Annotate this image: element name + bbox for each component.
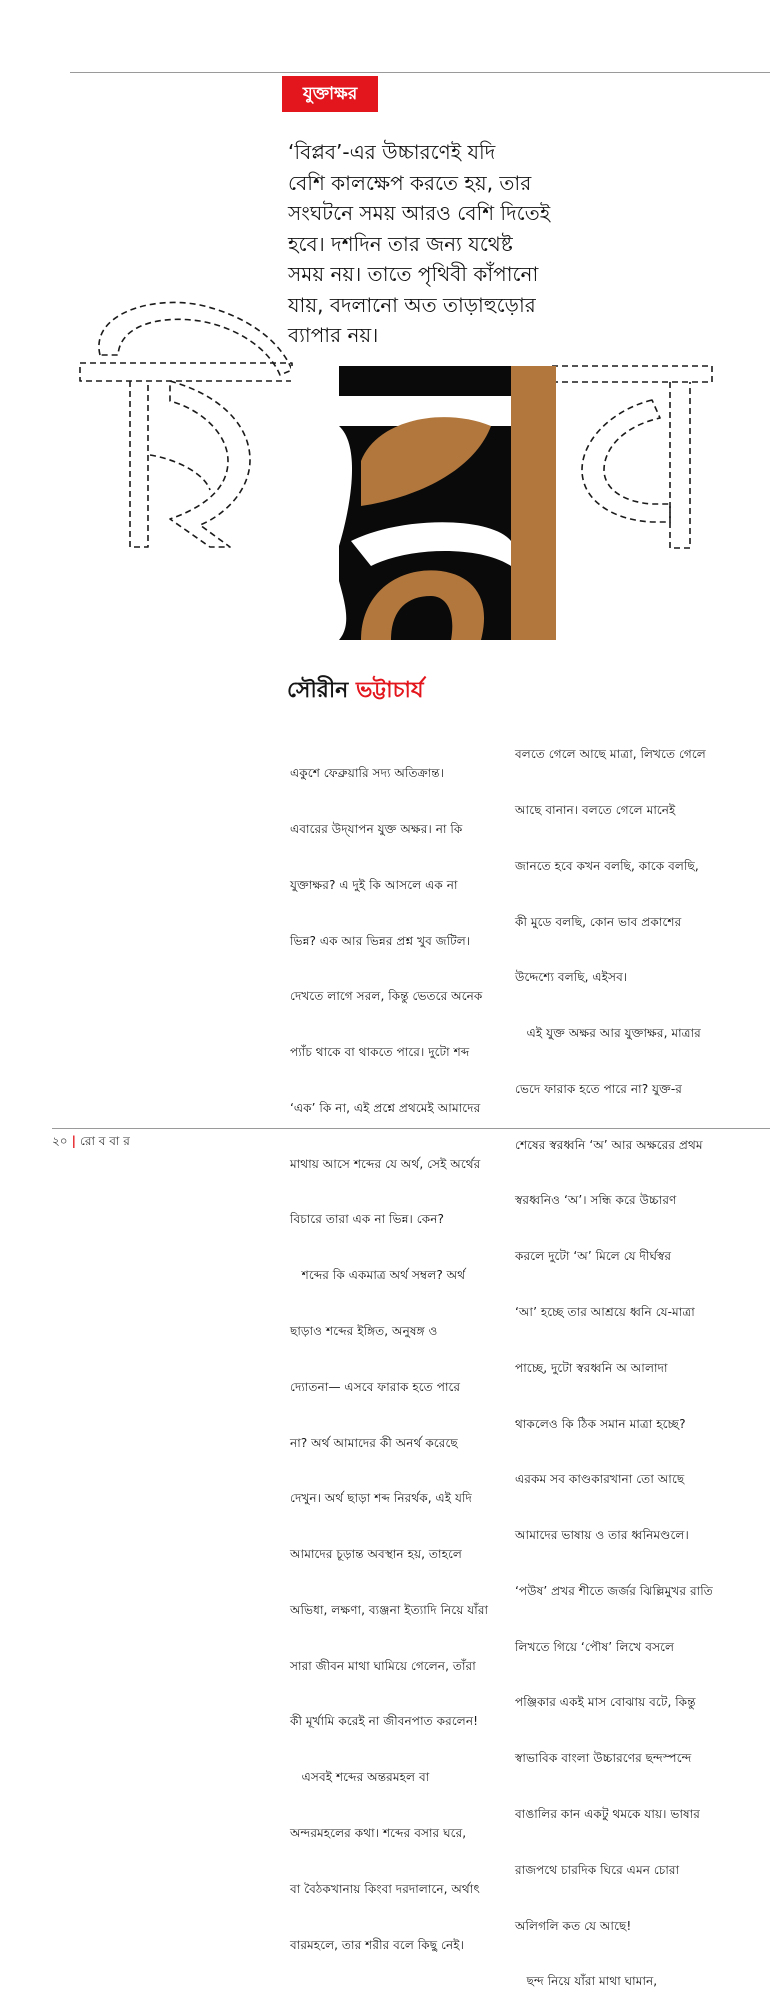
body-line: পঞ্জিকার একই মাস বোঝায় বটে, কিন্তু xyxy=(515,1695,696,1710)
body-line: ছন্দ নিয়ে যাঁরা মাথা ঘামান, xyxy=(515,1974,658,1989)
artwork-white-strip xyxy=(291,366,339,640)
body-column-left xyxy=(290,727,500,1973)
body-line: আছে বানান। বলতে গেলে মানেই xyxy=(515,802,676,817)
body-line: শেষের স্বরধ্বনি ‘অ’ আর অক্ষরের প্রথম xyxy=(515,1137,703,1152)
body-line: প্যাঁচ থাকে বা থাকতে পারে। দুটো শব্দ xyxy=(290,1045,470,1060)
body-line: এসবই শব্দের অন্তরমহল বা xyxy=(290,1770,430,1785)
magazine-name: রো ব বা র xyxy=(80,1134,130,1148)
body-line: এই যুক্ত অক্ষর আর যুক্তাক্ষর, মাত্রার xyxy=(515,1026,701,1041)
intro-line: ‘বিপ্লব’-এর উচ্চারণেই যদি xyxy=(288,140,496,164)
intro-line: সময় নয়। তাতে পৃথিবী কাঁপানো xyxy=(288,262,539,286)
body-line: বলতে গেলে আছে মাত্রা, লিখতে গেলে xyxy=(515,747,706,762)
body-line: ‘এক’ কি না, এই প্রশ্নে প্রথমেই আমাদের xyxy=(290,1100,481,1115)
author-first-name: সৌরীন xyxy=(287,678,349,703)
body-line: বাঙালির কান একটু থমকে যায়। ভাষার xyxy=(515,1807,700,1822)
body-line: সারা জীবন মাথা ঘামিয়ে গেলেন, তাঁরা xyxy=(290,1658,476,1673)
body-line: অন্দরমহলের কথা। শব্দের বসার ঘরে, xyxy=(290,1826,467,1841)
body-line: দেখতে লাগে সরল, কিন্তু ভেতরে অনেক xyxy=(290,989,483,1004)
body-line: দ্যোতনা— এসবে ফারাক হতে পারে xyxy=(290,1379,461,1394)
author-last-name: ভট্টাচার্য xyxy=(355,678,424,703)
body-line: একুশে ফেব্রুয়ারি সদ্য অতিক্রান্ত। xyxy=(290,766,445,781)
body-line: দেখুন। অর্থ ছাড়া শব্দ নিরর্থক, এই যদি xyxy=(290,1491,472,1506)
body-line: থাকলেও কি ঠিক সমান মাত্রা হচ্ছে? xyxy=(515,1416,686,1431)
intro-line: বেশি কালক্ষেপ করতে হয়, তার xyxy=(288,170,532,195)
body-line: কী মুডে বলছি, কোন ভাব প্রকাশের xyxy=(515,914,682,929)
body-line: বারমহলে, তার শরীর বলে কিছু নেই। xyxy=(290,1937,464,1952)
intro-line: ব্যাপার নয়। xyxy=(288,323,379,347)
body-line: করলে দুটো ‘অ’ মিলে যে দীর্ঘস্বর xyxy=(515,1249,672,1264)
folio-separator: | xyxy=(71,1134,76,1148)
body-line: আমাদের ভাষায় ও তার ধ্বনিমণ্ডলে। xyxy=(515,1528,689,1543)
body-line: স্বাভাবিক বাংলা উচ্চারণের ছন্দস্পন্দে xyxy=(515,1751,692,1766)
page-number: ২০ xyxy=(52,1134,68,1148)
body-line: অলিগলি কত যে আছে! xyxy=(515,1918,632,1933)
body-line: আমাদের চূড়ান্ত অবস্থান হয়, তাহলে xyxy=(290,1547,462,1562)
intro-line: যায়, বদলানো অত তাড়াহুড়োর xyxy=(288,292,536,317)
body-line: স্বরধ্বনিও ‘অ’। সন্ধি করে উচ্চারণ xyxy=(515,1193,677,1208)
body-line: ভিন্ন? এক আর ভিন্নর প্রশ্ন খুব জটিল। xyxy=(290,933,471,948)
section-tag: যুক্তাক্ষর xyxy=(282,76,378,112)
body-line: যুক্তাক্ষর? এ দুই কি আসলে এক না xyxy=(290,877,458,892)
header-rule xyxy=(70,72,770,73)
dashed-letter-bi-left xyxy=(60,285,300,550)
page-folio xyxy=(52,1133,130,1153)
footer-rule xyxy=(52,1128,770,1129)
body-line: বা বৈঠকখানায় কিংবা দরদালানে, অর্থাৎ xyxy=(290,1881,480,1896)
body-line: শব্দের কি একমাত্র অর্থ সম্বল? অর্থ xyxy=(290,1268,466,1283)
body-line: লিখতে গিয়ে ‘পৌষ’ লিখে বসলে xyxy=(515,1639,675,1654)
body-line: পাচ্ছে, দুটো স্বরধ্বনি অ আলাদা xyxy=(515,1360,668,1375)
body-line: এবারের উদ্‌যাপন যুক্ত অক্ষর। না কি xyxy=(290,821,463,836)
body-line: ‘আ’ হচ্ছে তার আশ্রয়ে ধ্বনি যে-মাত্রা xyxy=(515,1305,695,1319)
body-line: মাথায় আসে শব্দের যে অর্থ, সেই অর্থের xyxy=(290,1156,481,1171)
body-line: ‘পউষ’ প্রখর শীতে জর্জর ঝিল্লিমুখর রাতি xyxy=(515,1583,713,1598)
body-line: কী মূর্খামি করেই না জীবনপাত করলেন! xyxy=(290,1714,478,1729)
body-line: না? অর্থ আমাদের কী অনর্থ করেছে xyxy=(290,1435,458,1450)
body-line: বিচারে তারা এক না ভিন্ন। কেন? xyxy=(290,1212,444,1227)
body-line: ছাড়াও শব্দের ইঙ্গিত, অনুষঙ্গ ও xyxy=(290,1324,438,1338)
artwork-copper-column xyxy=(511,366,556,640)
intro-line: হবে। দশদিন তার জন্য যথেষ্ট xyxy=(288,231,513,256)
body-line: এরকম সব কাণ্ডকারখানা তো আছে xyxy=(515,1472,685,1487)
intro-standfirst xyxy=(288,137,708,351)
dashed-letter-ba-right xyxy=(552,360,720,550)
body-line: অভিধা, লক্ষণা, ব্যঞ্জনা ইত্যাদি নিয়ে যাঁরা xyxy=(290,1602,489,1617)
pla-conjunct-artwork xyxy=(291,366,556,640)
body-line: উদ্দেশ্যে বলছি, এইসব। xyxy=(515,970,628,985)
body-line: জানতে হবে কখন বলছি, কাকে বলছি, xyxy=(515,858,699,873)
body-line: ভেদে ফারাক হতে পারে না? যুক্ত-র xyxy=(515,1081,682,1096)
body-column-right xyxy=(515,708,750,2010)
byline xyxy=(287,673,424,710)
body-line: রাজপথে চারদিক ঘিরে এমন চোরা xyxy=(515,1862,680,1877)
intro-line: সংঘটনে সময় আরও বেশি দিতেই xyxy=(288,201,551,225)
